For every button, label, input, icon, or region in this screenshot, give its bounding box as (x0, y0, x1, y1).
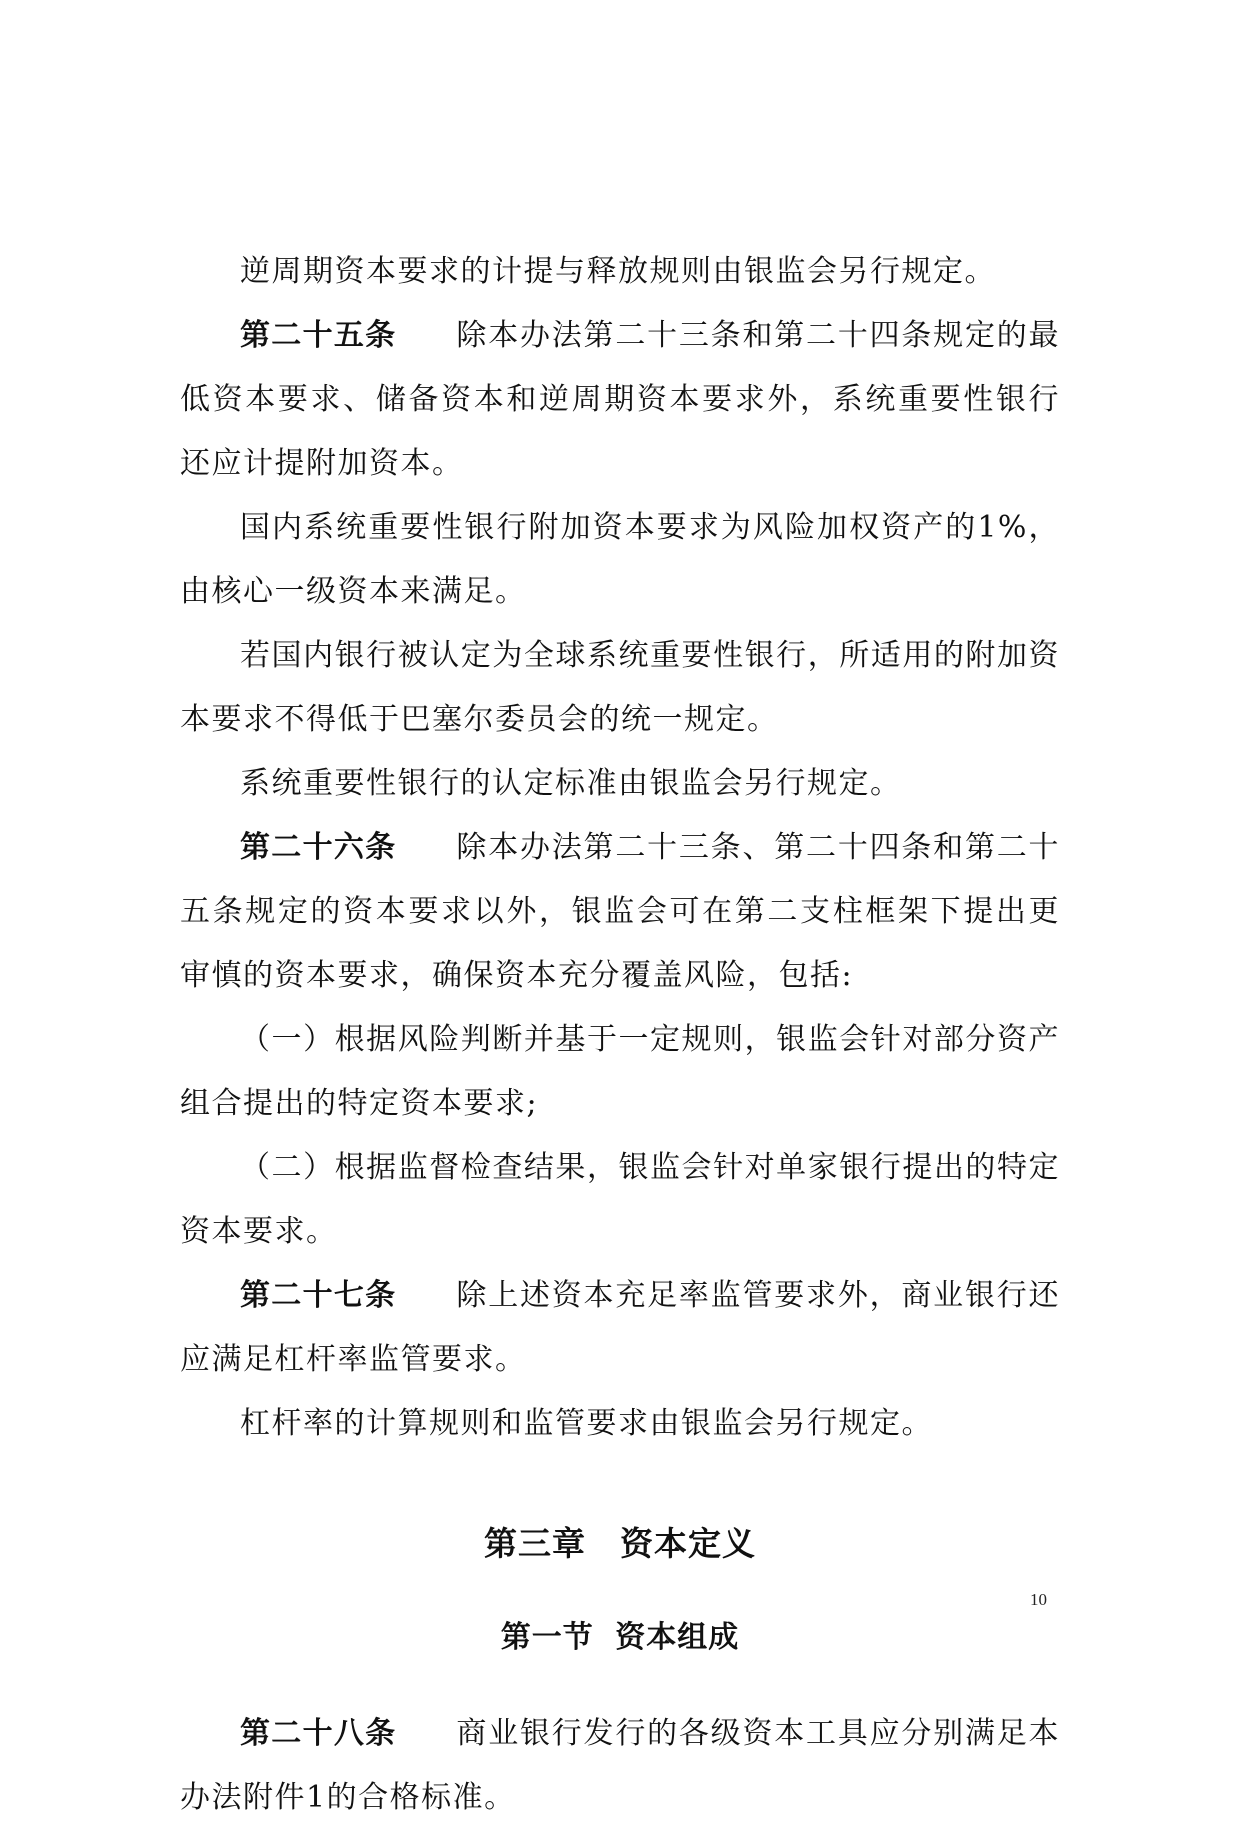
paragraph-text: （一）根据风险判断并基于一定规则，银监会针对部分资产组合提出的特定资本要求; (180, 1022, 1060, 1121)
article-25-paragraph (180, 304, 1060, 496)
paragraph-4 (180, 624, 1060, 752)
chapter-title: 第三章 资本定义 (484, 1524, 756, 1563)
list-item-1 (180, 1008, 1060, 1136)
paragraph-3 (180, 496, 1060, 624)
page-number: 10 (1030, 1590, 1047, 1609)
page-content (180, 240, 1060, 1830)
paragraph-text: 逆周期资本要求的计提与释放规则由银监会另行规定。 (240, 254, 996, 289)
paragraph-text: 除本办法第二十三条和第二十四条规定的最低资本要求、储备资本和逆周期资本要求外，系统重要性银行还应计提附加资本。 (180, 318, 1061, 481)
article-28-paragraph (180, 1702, 1060, 1830)
paragraph-text: 除上述资本充足率监管要求外，商业银行还应满足杠杆率监管要求。 (180, 1278, 1061, 1377)
paragraph-text: 系统重要性银行的认定标准由银监会另行规定。 (240, 766, 902, 801)
paragraph-text: 除本办法第二十三条、第二十四条和第二十五条规定的资本要求以外，银监会可在第二支柱框架下提出更审慎的资本要求，确保资本充分覆盖风险，包括: (180, 830, 1061, 993)
article-label: 第二十七条 (240, 1278, 397, 1313)
paragraph-text: 国内系统重要性银行附加资本要求为风险加权资产的1%，由核心一级资本来满足。 (180, 510, 1060, 609)
paragraph-text: 若国内银行被认定为全球系统重要性银行，所适用的附加资本要求不得低于巴塞尔委员会的统一规定。 (180, 638, 1060, 737)
paragraph-10 (180, 1392, 1060, 1456)
paragraph-text: 杠杆率的计算规则和监管要求由银监会另行规定。 (240, 1406, 933, 1441)
article-26-paragraph (180, 816, 1060, 1008)
paragraph-1 (180, 240, 1060, 304)
list-item-2 (180, 1136, 1060, 1264)
paragraph-5 (180, 752, 1060, 816)
paragraph-text: 商业银行发行的各级资本工具应分别满足本办法附件1的合格标准。 (180, 1716, 1061, 1815)
article-label: 第二十六条 (240, 830, 397, 865)
section-title: 第一节 资本组成 (500, 1620, 740, 1655)
article-label: 第二十五条 (240, 318, 397, 353)
article-27-paragraph (180, 1264, 1060, 1392)
article-label: 第二十八条 (240, 1716, 397, 1751)
paragraph-text: （二）根据监督检查结果，银监会针对单家银行提出的特定资本要求。 (180, 1150, 1060, 1249)
